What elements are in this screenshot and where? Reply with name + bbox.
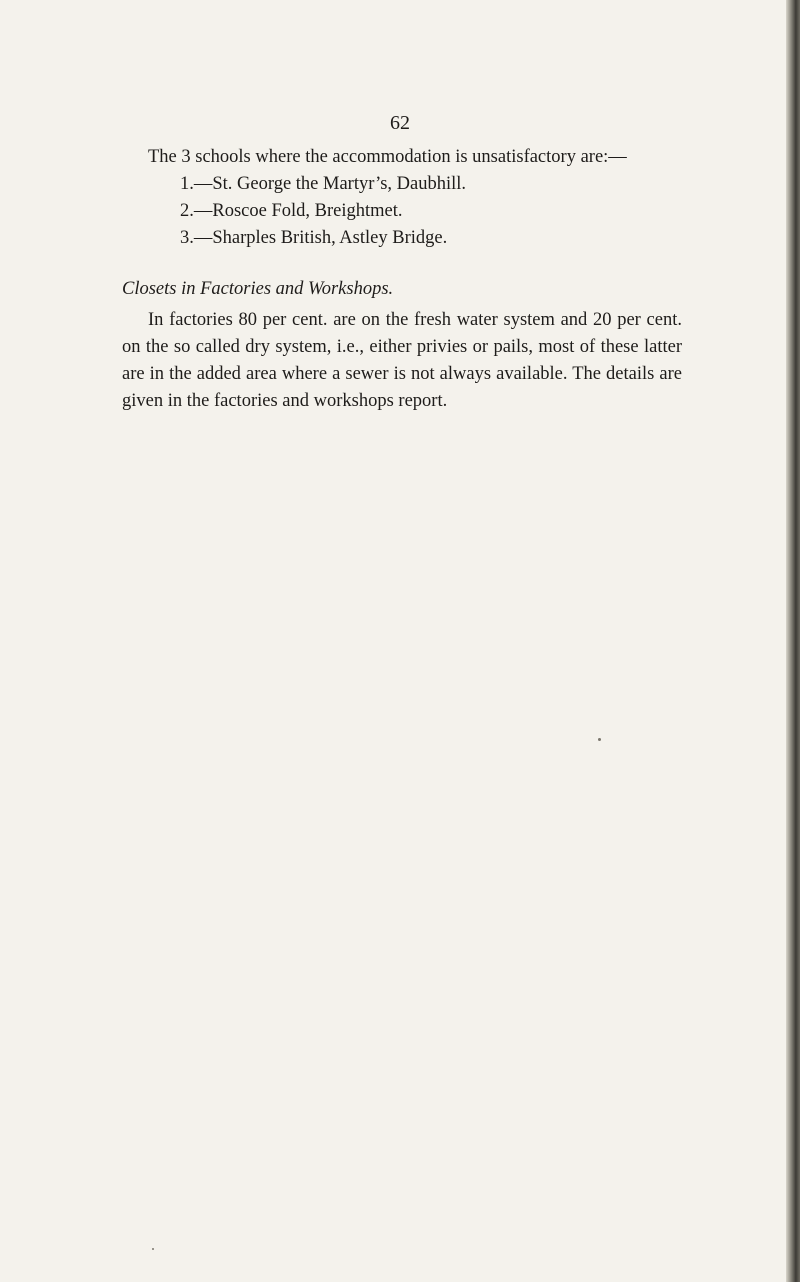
school-item: 1.—St. George the Martyr’s, Daubhill.	[180, 174, 467, 194]
paper-speck	[598, 738, 601, 741]
paper-speck	[152, 1248, 154, 1250]
page-content	[122, 144, 682, 415]
school-item: 3.—Sharples British, Astley Bridge.	[180, 228, 448, 248]
school-list	[122, 171, 682, 252]
page-edge-shadow	[786, 0, 800, 1282]
page-number: 62	[390, 112, 410, 134]
section-heading: Closets in Factories and Workshops.	[122, 279, 394, 299]
intro-text: The 3 schools where the accommodation is unsatisfactory are:—	[148, 147, 627, 167]
body-paragraph: In factories 80 per cent. are on the fresh water system and 20 per cent. on the so called dry system, i.e., either privies or pails, most of these latter are in the added area where a sewer is not always available. The details are given in the factories and workshops report.	[122, 310, 682, 411]
school-item: 2.—Roscoe Fold, Breightmet.	[180, 201, 403, 221]
